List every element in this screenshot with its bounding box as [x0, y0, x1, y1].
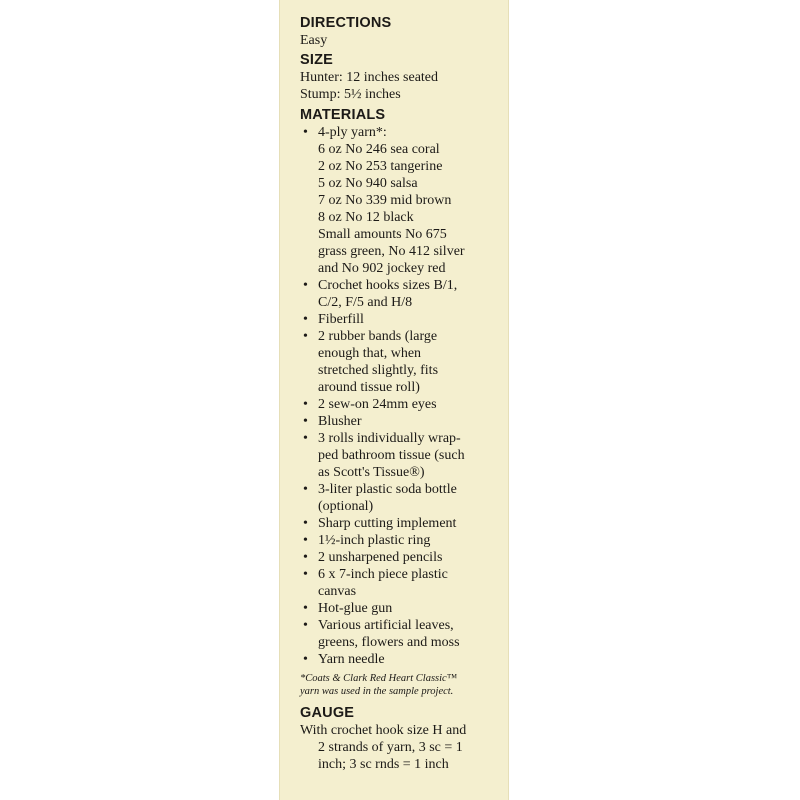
materials-item — [300, 515, 505, 532]
materials-item — [300, 124, 505, 277]
materials-item — [300, 277, 505, 311]
materials-item-line: 3-liter plastic soda bottle — [318, 482, 457, 497]
bullet-icon: • — [303, 312, 308, 327]
bullet-icon: • — [303, 278, 308, 293]
directions-column — [279, 0, 509, 800]
materials-item-line: 2 sew-on 24mm eyes — [318, 397, 437, 412]
materials-item-line: greens, flowers and moss — [318, 635, 460, 650]
bullet-icon: • — [303, 618, 308, 633]
materials-item — [300, 566, 505, 600]
bullet-icon: • — [303, 652, 308, 667]
directions-heading: DIRECTIONS — [300, 15, 392, 31]
materials-item-line: enough that, when — [318, 346, 422, 361]
materials-item-line: (optional) — [318, 499, 374, 514]
materials-item-line: Various artificial leaves, — [318, 618, 454, 633]
materials-item — [300, 430, 505, 481]
materials-item-line: Hot-glue gun — [318, 601, 393, 616]
materials-item — [300, 600, 505, 617]
materials-item-line: canvas — [318, 584, 357, 599]
materials-item-line: and No 902 jockey red — [318, 261, 446, 276]
column-content — [300, 14, 505, 778]
bullet-icon: • — [303, 550, 308, 565]
materials-item-line: as Scott's Tissue®) — [318, 465, 425, 480]
bullet-icon: • — [303, 516, 308, 531]
footnote-line: *Coats & Clark Red Heart Classic™ — [300, 673, 457, 684]
bullet-icon: • — [303, 329, 308, 344]
directions-section — [300, 14, 505, 49]
directions-text: Easy — [300, 33, 328, 48]
materials-item — [300, 413, 505, 430]
bullet-icon: • — [303, 482, 308, 497]
materials-item — [300, 311, 505, 328]
materials-list — [300, 124, 505, 668]
bullet-icon: • — [303, 533, 308, 548]
materials-item — [300, 396, 505, 413]
bullet-icon: • — [303, 397, 308, 412]
materials-item — [300, 532, 505, 549]
size-section — [300, 51, 505, 103]
materials-item — [300, 549, 505, 566]
materials-item-line: 2 oz No 253 tangerine — [318, 159, 443, 174]
gauge-line: inch; 3 sc rnds = 1 inch — [318, 757, 449, 772]
materials-item-line: ped bathroom tissue (such — [318, 448, 465, 463]
materials-item-line: around tissue roll) — [318, 380, 420, 395]
materials-item-line: 2 unsharpened pencils — [318, 550, 443, 565]
size-heading: SIZE — [300, 52, 334, 68]
size-line: Hunter: 12 inches seated — [300, 70, 439, 85]
gauge-line: With crochet hook size H and — [300, 723, 467, 738]
materials-item-line: 1½-inch plastic ring — [318, 533, 431, 548]
materials-item-line: 8 oz No 12 black — [318, 210, 414, 225]
bullet-icon: • — [303, 431, 308, 446]
materials-item-line: 6 x 7-inch piece plastic — [318, 567, 448, 582]
materials-item-line: Sharp cutting implement — [318, 516, 457, 531]
bullet-icon: • — [303, 601, 308, 616]
materials-heading: MATERIALS — [300, 107, 386, 123]
materials-item — [300, 481, 505, 515]
bullet-icon: • — [303, 125, 308, 140]
size-line: Stump: 5½ inches — [300, 87, 401, 102]
materials-item — [300, 328, 505, 396]
materials-item-line: stretched slightly, fits — [318, 363, 439, 378]
materials-item-line: Blusher — [318, 414, 362, 429]
materials-item-line: grass green, No 412 silver — [318, 244, 465, 259]
bullet-icon: • — [303, 567, 308, 582]
materials-item — [300, 651, 505, 668]
bullet-icon: • — [303, 414, 308, 429]
gauge-section — [300, 704, 505, 773]
materials-item — [300, 617, 505, 651]
materials-item-line: Small amounts No 675 — [318, 227, 447, 242]
materials-item-line: 7 oz No 339 mid brown — [318, 193, 452, 208]
materials-item-line: 6 oz No 246 sea coral — [318, 142, 440, 157]
materials-item-line: Crochet hooks sizes B/1, — [318, 278, 458, 293]
materials-item-line: 3 rolls individually wrap- — [318, 431, 461, 446]
materials-item-line: 5 oz No 940 salsa — [318, 176, 418, 191]
materials-item-line: C/2, F/5 and H/8 — [318, 295, 413, 310]
materials-section — [300, 106, 505, 698]
gauge-heading: GAUGE — [300, 705, 355, 721]
materials-item-line: Fiberfill — [318, 312, 364, 327]
materials-item-line: 2 rubber bands (large — [318, 329, 438, 344]
materials-item-line: 4-ply yarn*: — [318, 125, 387, 140]
footnote-line: yarn was used in the sample project. — [300, 686, 454, 697]
gauge-line: 2 strands of yarn, 3 sc = 1 — [318, 740, 463, 755]
materials-footnote — [300, 672, 505, 698]
materials-item-line: Yarn needle — [318, 652, 385, 667]
